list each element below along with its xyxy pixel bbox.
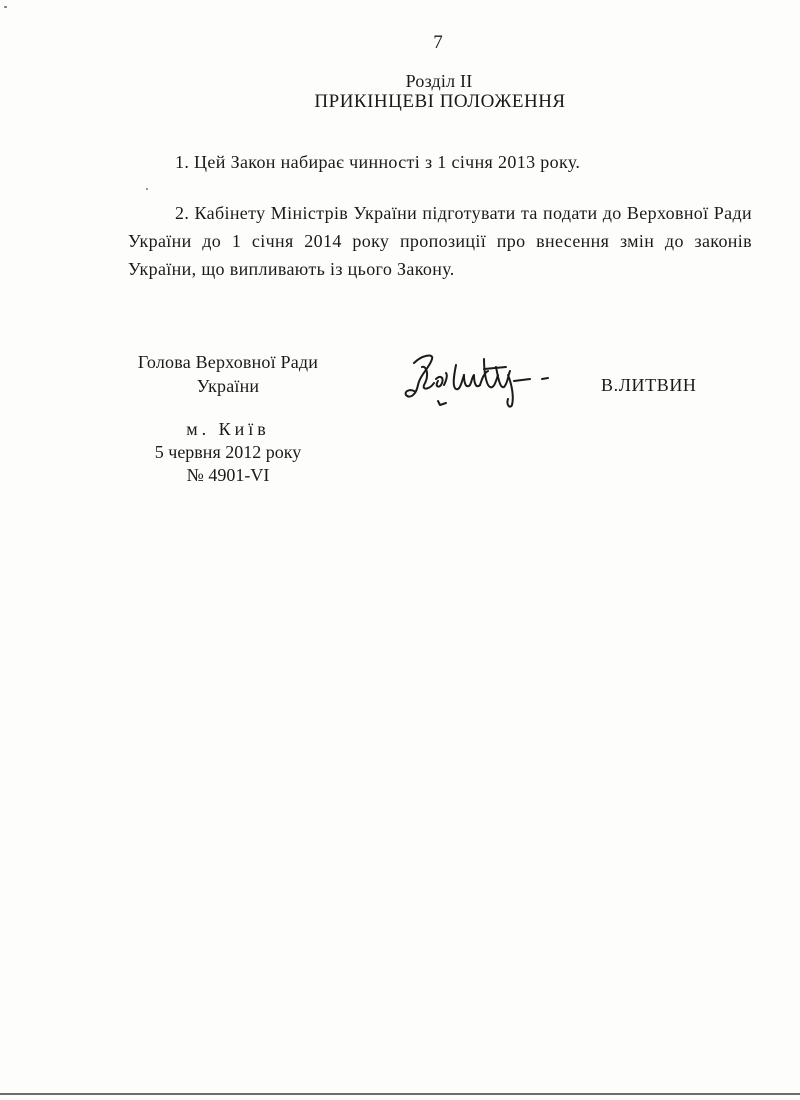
scan-edge-line xyxy=(0,1093,800,1095)
handwritten-signature-icon xyxy=(400,345,560,415)
scan-speck xyxy=(146,188,148,190)
signatory-position-line2: України xyxy=(196,376,260,396)
place-city: м. Київ xyxy=(186,419,270,439)
place-and-date xyxy=(138,418,318,487)
paragraph-1-text: 1. Цей Закон набирає чинності з 1 січня 2013 року. xyxy=(175,152,581,172)
signatory-position xyxy=(128,350,328,398)
paragraph-2 xyxy=(128,199,752,283)
signatory-name: В.ЛИТВИН xyxy=(601,375,697,395)
section-label: Розділ II xyxy=(405,71,473,91)
signatory-position-line1: Голова Верховної Ради xyxy=(137,352,319,372)
scan-speck xyxy=(4,6,7,8)
section-title: ПРИКІНЦЕВІ ПОЛОЖЕННЯ xyxy=(314,91,566,112)
adoption-date: 5 червня 2012 року xyxy=(154,442,302,462)
page-number: 7 xyxy=(433,32,443,53)
paragraph-1 xyxy=(128,148,752,176)
paragraph-2-text: 2. Кабінету Міністрів України підготувати та подати до Верховної Ради України до 1 січня 2014 року пропозиції про внесення змін до законів України, що випливають із цього Закону. xyxy=(128,203,752,279)
law-number: № 4901-VI xyxy=(186,465,270,485)
